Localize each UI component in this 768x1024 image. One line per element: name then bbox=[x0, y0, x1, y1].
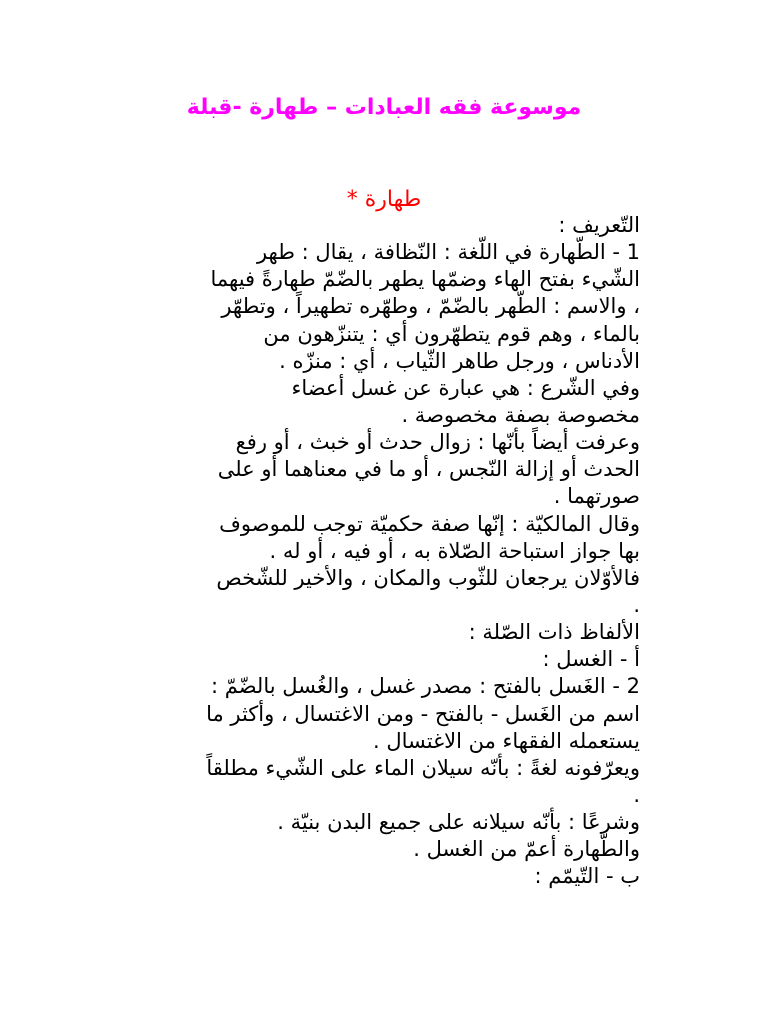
text-line: ، والاسم : الطّهر بالضّمّ ، وطهّره تطهيراً ، وتطهّر bbox=[221, 294, 640, 319]
text-line: ويعرّفونه لغةً : بأنّه سيلان الماء على الشّيء مطلقاً bbox=[206, 755, 640, 780]
body-text bbox=[120, 212, 640, 891]
text-line: . bbox=[633, 782, 640, 807]
text-line: والطّهارة أعمّ من الغسل . bbox=[413, 837, 640, 862]
text-line: ب - التّيمّم : bbox=[534, 864, 640, 889]
text-line: مخصوصة بصفة مخصوصة . bbox=[401, 402, 640, 427]
text-line: التّعريف : bbox=[558, 213, 640, 237]
document-title: موسوعة فقه العبادات – طهارة -قبلة bbox=[186, 95, 582, 120]
text-line: صورتهما . bbox=[553, 484, 640, 509]
text-line: وقال المالكيّة : إنّها صفة حكميّة توجب للموصوف bbox=[219, 511, 640, 536]
section-heading: طهارة * bbox=[346, 187, 422, 212]
text-line: الأدناس ، ورجل طاهر الثّياب ، أي : منزّه . bbox=[279, 348, 640, 373]
text-line: . bbox=[633, 592, 640, 617]
text-line: 1 - الطّهارة في اللّغة : النّظافة ، يقال : طهر bbox=[256, 240, 640, 265]
text-line: بها جواز استباحة الصّلاة به ، أو فيه ، أو له . bbox=[269, 538, 640, 563]
text-line: فالأوّلان يرجعان للثّوب والمكان ، والأخير للشّخص bbox=[216, 565, 640, 590]
text-line: يستعمله الفقهاء من الاغتسال . bbox=[373, 728, 640, 753]
text-line: أ - الغسل : bbox=[542, 647, 640, 672]
text-line: وعرفت أيضاً بأنّها : زوال حدث أو خبث ، أو رفع bbox=[235, 430, 640, 455]
text-line: اسم من الغَسل - بالفتح - ومن الاغتسال ، وأكثر ما bbox=[206, 701, 640, 726]
text-line: الشّيء بفتح الهاء وضمّها يطهر بالضّمّ طهارةً فيهما bbox=[210, 267, 640, 292]
text-line: وفي الشّرع : هي عبارة عن غسل أعضاء bbox=[291, 375, 640, 400]
text-line: 2 - الغَسل بالفتح : مصدر غسل ، والغُسل بالضّمّ : bbox=[210, 674, 640, 699]
text-line: الحدث أو إزالة النّجس ، أو ما في معناهما أو على bbox=[217, 457, 640, 482]
text-line: الألفاظ ذات الصّلة : bbox=[468, 620, 640, 645]
text-line: وشرعًا : بأنّه سيلانه على جميع البدن بنيّة . bbox=[277, 810, 640, 835]
text-line: بالماء ، وهم قوم يتطهّرون أي : يتنزّهون من bbox=[263, 321, 640, 346]
